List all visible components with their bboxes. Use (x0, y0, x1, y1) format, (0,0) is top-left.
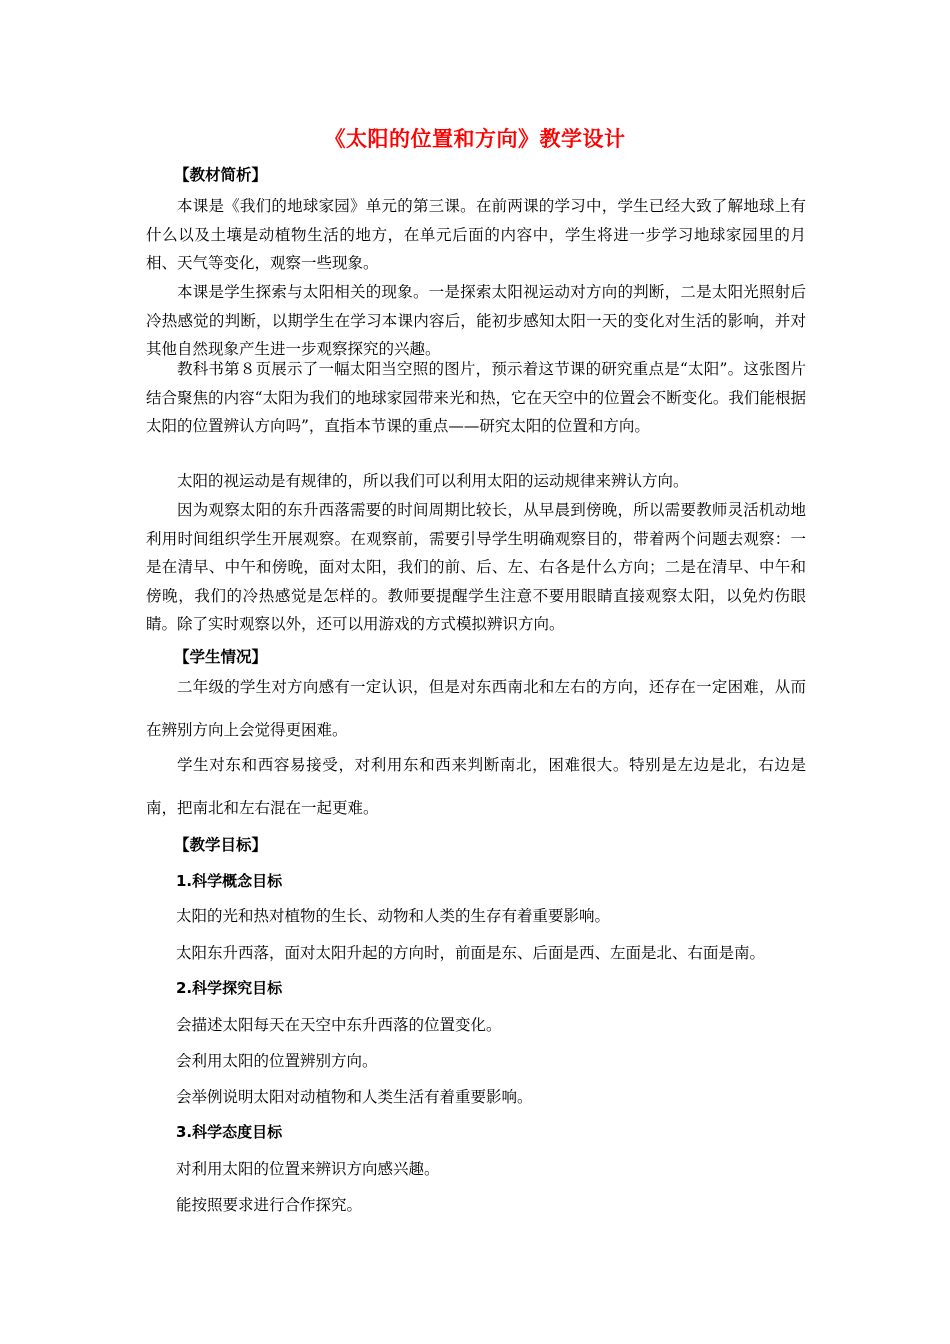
material-paragraph-1: 本课是《我们的地球家园》单元的第三课。在前两课的学习中，学生已经大致了解地球上有什么以及土壤是动植物生活的地方，在单元后面的内容中，学生将进一步学习地球家园里的月相、天气等变化，观察一些现象。 (146, 197, 806, 272)
heading-student-situation: 【学生情况】 (174, 648, 268, 666)
goal-inquiry-item-3: 会举例说明太阳对动植物和人类生活有着重要影响。 (176, 1088, 533, 1106)
goal-inquiry-item-1: 会描述太阳每天在天空中东升西落的位置变化。 (176, 1016, 502, 1034)
material-paragraph-4: 太阳的视运动是有规律的，所以我们可以利用太阳的运动规律来辨认方向。 (177, 472, 689, 490)
material-paragraph-2: 本课是学生探索与太阳相关的现象。一是探索太阳视运动对方向的判断，二是太阳光照射后冷热感觉的判断，以期学生在学习本课内容后，能初步感知太阳一天的变化对生活的影响，并对其他自然现象产生进一步观察探究的兴趣。 (146, 283, 806, 358)
goal-concept-title: 1.科学概念目标 (176, 872, 283, 890)
goal-attitude-item-1: 对利用太阳的位置来辨识方向感兴趣。 (176, 1160, 440, 1178)
material-paragraph-5: 因为观察太阳的东升西落需要的时间周期比较长，从早晨到傍晚，所以需要教师灵活机动地利用时间组织学生开展观察。在观察前，需要引导学生明确观察目的，带着两个问题去观察：一是在清早、中午和傍晚，面对太阳，我们的前、后、左、右各是什么方向；二是在清早、中午和傍晚，我们的冷热感觉是怎样的。教师要提醒学生注意不要用眼睛直接观察太阳，以免灼伤眼睛。除了实时观察以外，还可以用游戏的方式模拟辨识方向。 (146, 501, 806, 633)
document-title: 《太阳的位置和方向》教学设计 (324, 127, 626, 151)
goal-attitude-item-2: 能按照要求进行合作探究。 (176, 1196, 363, 1214)
heading-teaching-goals: 【教学目标】 (174, 836, 268, 854)
material-paragraph-3: 教科书第８页展示了一幅太阳当空照的图片，预示着这节课的研究重点是“太阳”。这张图片结合聚焦的内容“太阳为我们的地球家园带来光和热，它在天空中的位置会不断变化。我们能根据太阳的位置辨认方向吗”，直指本节课的重点——研究太阳的位置和方向。 (146, 360, 806, 435)
goal-inquiry-item-2: 会利用太阳的位置辨别方向。 (176, 1052, 378, 1070)
goal-concept-item-1: 太阳的光和热对植物的生长、动物和人类的生存有着重要影响。 (176, 907, 611, 925)
goal-attitude-title: 3.科学态度目标 (176, 1123, 283, 1141)
goal-concept-item-2: 太阳东升西落，面对太阳升起的方向时，前面是东、后面是西、左面是北、右面是南。 (176, 944, 766, 962)
heading-material-analysis: 【教材简析】 (174, 166, 268, 184)
students-paragraph-2: 学生对东和西容易接受，对利用东和西来判断南北，困难很大。特别是左边是北，右边是南，把南北和左右混在一起更难。 (146, 756, 806, 817)
goal-inquiry-title: 2.科学探究目标 (176, 979, 283, 997)
students-paragraph-1: 二年级的学生对方向感有一定认识，但是对东西南北和左右的方向，还存在一定困难，从而在辨别方向上会觉得更困难。 (146, 678, 806, 739)
